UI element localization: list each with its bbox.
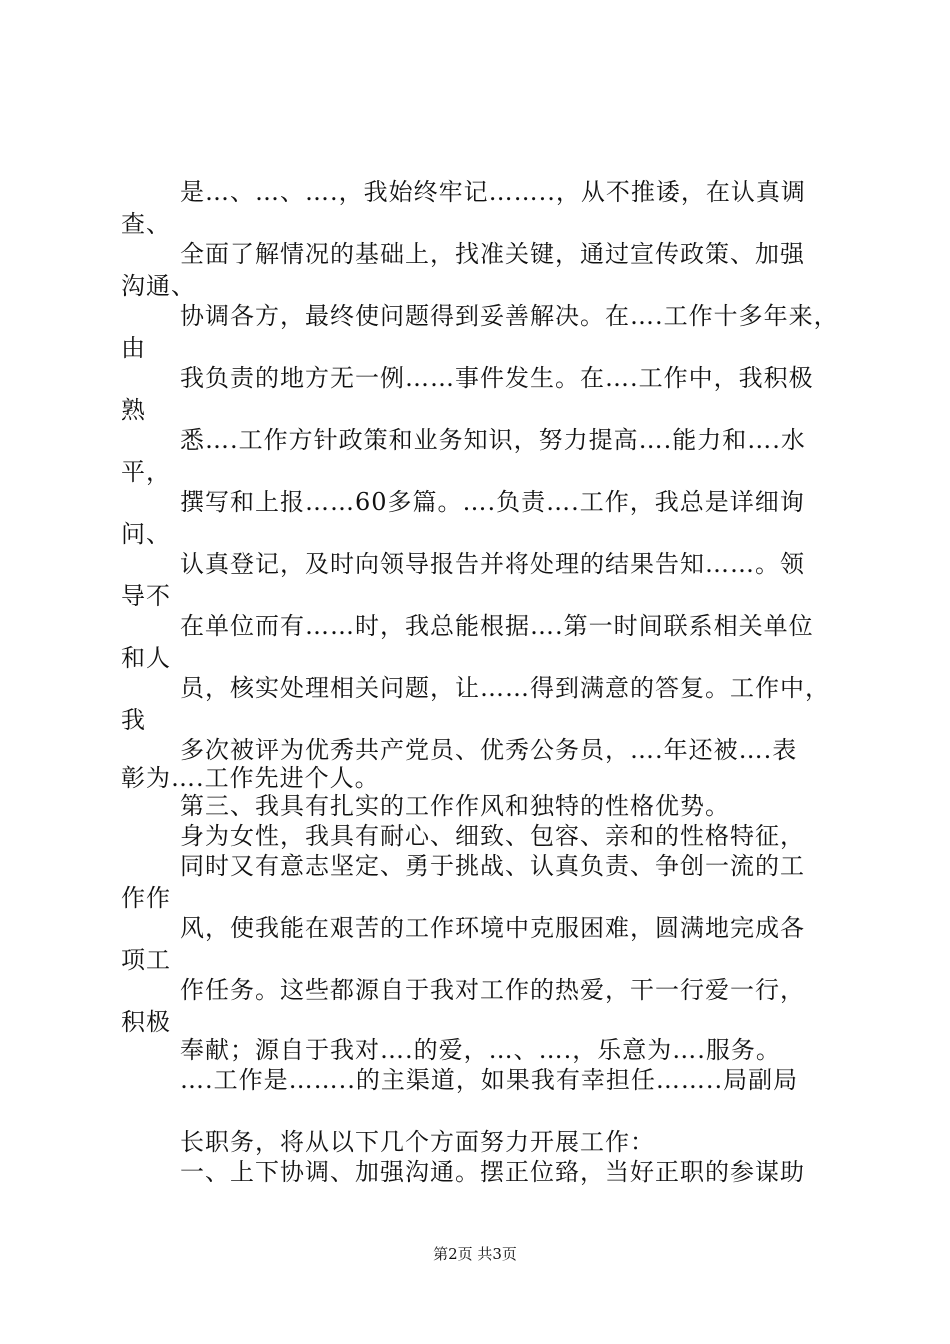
body-line-23: 同时又有意志坚定、勇于挑战、认真负责、争创一流的工 [180,852,805,880]
body-line-16: 和人 [121,644,171,672]
body-line-9: 悉….工作方针政策和业务知识，努力提高….能力和….水 [180,426,806,454]
body-line-28: 积极 [121,1008,171,1036]
body-line-10: 平， [121,458,171,486]
body-line-31: 长职务，将从以下几个方面努力开展工作： [180,1128,655,1156]
body-line-2: 查、 [121,210,171,238]
body-line-30: ….工作是……..的主渠道，如果我有幸担任……..局副局 [180,1066,799,1094]
body-line-20: 彰为….工作先进个人。 [121,764,380,792]
body-line-21: 第三、我具有扎实的工作作风和独特的性格优势。 [180,792,730,820]
body-line-1: 是…、…、….，我始终牢记……..，从不推诿，在认真调 [180,178,806,206]
body-line-18: 我 [121,706,146,734]
body-line-13: 认真登记，及时向领导报告并将处理的结果告知……。领 [180,550,805,578]
body-line-29: 奉献；源自于我对….的爱，…、….，乐意为….服务。 [180,1036,781,1064]
body-line-25: 风，使我能在艰苦的工作环境中克服困难，圆满地完成各 [180,914,805,942]
body-line-24: 作作 [121,884,171,912]
body-line-19: 多次被评为优秀共产党员、优秀公务员，….年还被….表 [180,736,798,764]
body-line-17: 员，核实处理相关问题，让……得到满意的答复。工作中， [180,674,830,702]
body-line-26: 项工 [121,946,171,974]
body-line-5: 协调各方，最终使问题得到妥善解决。在….工作十多年来， [180,302,839,330]
body-line-8: 熟 [121,396,146,424]
body-line-6: 由 [121,334,146,362]
page-footer: 第2页 共3页 [433,1245,517,1263]
body-line-15: 在单位而有……时，我总能根据….第一时间联系相关单位 [180,612,814,640]
body-line-12: 问、 [121,520,171,548]
body-line-14: 导不 [121,582,171,610]
body-line-11: 撰写和上报……60多篇。….负责….工作，我总是详细询 [180,488,805,516]
body-line-22: 身为女性，我具有耐心、细致、包容、亲和的性格特征， [180,822,805,850]
body-line-32: 一、上下协调、加强沟通。摆正位臵，当好正职的参谋助 [180,1158,805,1186]
body-line-27: 作任务。这些都源自于我对工作的热爱，干一行爱一行， [180,976,805,1004]
body-line-4: 沟通、 [121,272,196,300]
body-line-3: 全面了解情况的基础上，找准关键，通过宣传政策、加强 [180,240,805,268]
body-line-7: 我负责的地方无一例……事件发生。在….工作中，我积极 [180,364,814,392]
